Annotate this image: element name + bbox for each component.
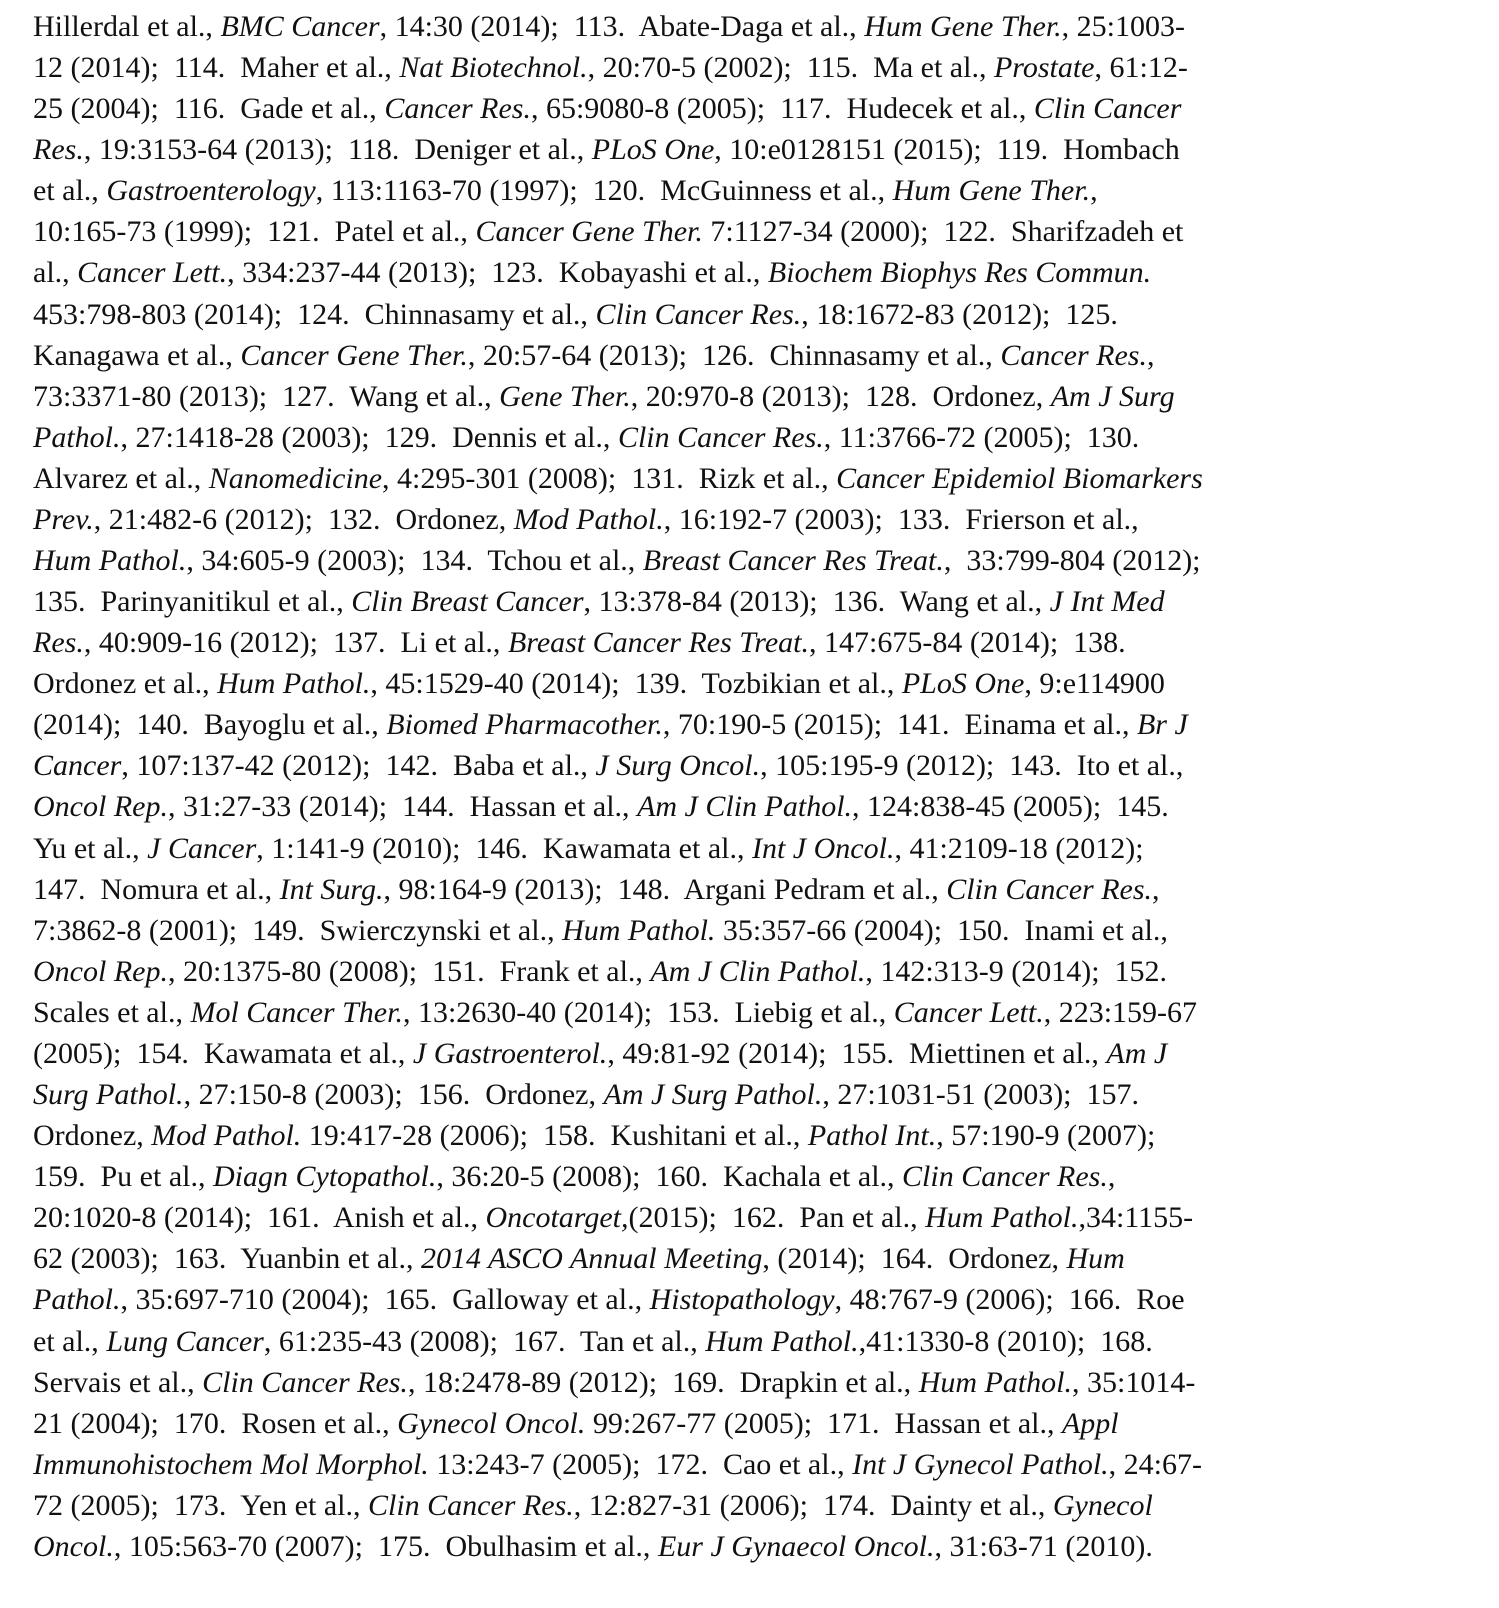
journal-title: Clin Cancer <box>1034 92 1182 125</box>
reference-text-line <box>33 992 1483 1033</box>
journal-title: Pathol. <box>33 1283 121 1316</box>
journal-title: Hum Pathol. <box>705 1325 858 1358</box>
citation-text: et al., <box>33 1325 106 1358</box>
reference-text-line <box>33 47 1483 88</box>
reference-text-line <box>33 1279 1483 1320</box>
journal-title: Biochem Biophys Res Commun. <box>768 256 1151 289</box>
citation-text: , 105:195-9 (2012); 143. Ito et al., <box>760 749 1183 782</box>
journal-title: J Gastroenterol. <box>413 1037 607 1070</box>
reference-text-line <box>33 869 1483 910</box>
citation-text: , 13:2630-40 (2014); 153. Liebig et al., <box>403 996 894 1029</box>
citation-text: 20:1020-8 (2014); 161. Anish et al., <box>33 1201 485 1234</box>
journal-title: Int J Gynecol Pathol. <box>852 1448 1109 1481</box>
reference-text-line <box>33 1362 1483 1403</box>
reference-text-line <box>33 951 1483 992</box>
citation-text: 13:243-7 (2005); 172. Cao et al., <box>429 1448 852 1481</box>
citation-text: Yu et al., <box>33 832 147 865</box>
journal-title: Clin Cancer Res. <box>368 1489 574 1522</box>
citation-text: , 61:12- <box>1095 51 1188 84</box>
citation-text: , 25:1003- <box>1062 10 1185 43</box>
citation-text: , 124:838-45 (2005); 145. <box>852 790 1169 823</box>
journal-title: Clin Cancer Res. <box>946 873 1152 906</box>
citation-text: al., <box>33 256 77 289</box>
citation-text: , 31:63-71 (2010). <box>935 1530 1153 1563</box>
citation-text: , 70:190-5 (2015); 141. Einama et al., <box>663 708 1137 741</box>
journal-title: Gynecol Oncol. <box>397 1407 585 1440</box>
citation-text: , 20:970-8 (2013); 128. Ordonez, <box>631 380 1051 413</box>
citation-text: , 34:605-9 (2003); 134. Tchou et al., <box>186 544 642 577</box>
journal-title: Int Surg. <box>280 873 384 906</box>
citation-text: Hillerdal et al., <box>33 10 220 43</box>
journal-title: Oncol Rep. <box>33 955 168 988</box>
citation-text: , 147:675-84 (2014); 138. <box>809 626 1126 659</box>
citation-text: 7:3862-8 (2001); 149. Swierczynski et al., <box>33 914 562 947</box>
citation-text: 72 (2005); 173. Yen et al., <box>33 1489 368 1522</box>
journal-title: Appl <box>1062 1407 1119 1440</box>
citation-text: , 49:81-92 (2014); 155. Miettinen et al., <box>607 1037 1106 1070</box>
citation-text: , 107:137-42 (2012); 142. Baba et al., <box>121 749 595 782</box>
citation-text: 99:267-77 (2005); 171. Hassan et al., <box>585 1407 1062 1440</box>
journal-title: Cancer Epidemiol Biomarkers <box>836 462 1203 495</box>
citation-text: , 18:1672-83 (2012); 125. <box>801 298 1118 331</box>
citation-text: , 223:159-67 <box>1044 996 1197 1029</box>
reference-text-line <box>33 1403 1483 1444</box>
reference-text-line <box>33 499 1483 540</box>
citation-text: , 40:909-16 (2012); 137. Li et al., <box>84 626 508 659</box>
reference-text-line <box>33 211 1483 252</box>
journal-title: Breast Cancer Res Treat. <box>508 626 809 659</box>
journal-title: Hum Pathol. <box>925 1201 1078 1234</box>
journal-title: Clin Cancer Res. <box>902 1160 1108 1193</box>
reference-text-line <box>33 1526 1483 1567</box>
journal-title: Pathol Int. <box>808 1119 936 1152</box>
citation-text: , 12:827-31 (2006); 174. Dainty et al., <box>574 1489 1053 1522</box>
journal-title: Hum Pathol. <box>217 667 370 700</box>
journal-title: Oncol Rep. <box>33 790 168 823</box>
journal-title: Prev. <box>33 503 94 536</box>
journal-title: Hum Pathol. <box>33 544 186 577</box>
citation-text: 7:1127-34 (2000); 122. Sharifzadeh et <box>703 215 1183 248</box>
citation-text: , 24:67- <box>1109 1448 1202 1481</box>
citation-text: , 334:237-44 (2013); 123. Kobayashi et al., <box>227 256 768 289</box>
citation-text: , 113:1163-70 (1997); 120. McGuinness et al., <box>316 174 893 207</box>
citation-text: (2014); 140. Bayoglu et al., <box>33 708 386 741</box>
journal-title: Mod Pathol. <box>151 1119 301 1152</box>
citation-text: Kanagawa et al., <box>33 339 240 372</box>
journal-title: Hum Pathol. <box>919 1366 1072 1399</box>
journal-title: Hum Pathol. <box>562 914 715 947</box>
reference-text-line <box>33 1033 1483 1074</box>
journal-title: Gynecol <box>1053 1489 1153 1522</box>
journal-title: 2014 ASCO Annual Meeting <box>421 1242 762 1275</box>
citation-text: , 45:1529-40 (2014); 139. Tozbikian et al., <box>370 667 901 700</box>
journal-title: Int J Oncol. <box>752 832 894 865</box>
reference-text-line <box>33 663 1483 704</box>
citation-text: , 61:235-43 (2008); 167. Tan et al., <box>264 1325 705 1358</box>
reference-text-line <box>33 1485 1483 1526</box>
journal-title: Cancer <box>33 749 121 782</box>
citation-text: , <box>1108 1160 1116 1193</box>
reference-text-line <box>33 540 1483 581</box>
reference-text-line <box>33 294 1483 335</box>
citation-text: , 27:1031-51 (2003); 157. <box>822 1078 1139 1111</box>
citation-text: , 19:3153-64 (2013); 118. Deniger et al., <box>84 133 592 166</box>
reference-text-line <box>33 376 1483 417</box>
citation-text: , 36:20-5 (2008); 160. Kachala et al., <box>436 1160 902 1193</box>
reference-text-line <box>33 1156 1483 1197</box>
citation-text: , 35:697-710 (2004); 165. Galloway et al., <box>121 1283 650 1316</box>
citation-text: , 20:57-64 (2013); 126. Chinnasamy et al., <box>468 339 1000 372</box>
journal-title: Hum Gene Ther. <box>864 10 1061 43</box>
journal-title: Biomed Pharmacother. <box>386 708 663 741</box>
citation-text: ,34:1155- <box>1078 1201 1193 1234</box>
citation-text: 35:357-66 (2004); 150. Inami et al., <box>715 914 1167 947</box>
citation-text: , 4:295-301 (2008); 131. Rizk et al., <box>382 462 836 495</box>
journal-title: Hum Gene Ther. <box>893 174 1090 207</box>
journal-title: Cancer Gene Ther. <box>475 215 702 248</box>
citation-text: , 48:767-9 (2006); 166. Roe <box>835 1283 1185 1316</box>
journal-title: Oncol. <box>33 1530 114 1563</box>
citation-text: 19:417-28 (2006); 158. Kushitani et al., <box>301 1119 808 1152</box>
reference-text-line <box>33 622 1483 663</box>
citation-text: , <box>1152 873 1160 906</box>
reference-text-line <box>33 1197 1483 1238</box>
citation-text: et al., <box>33 174 106 207</box>
citation-text: , 33:799-804 (2012); <box>944 544 1201 577</box>
citation-text: (2015); 162. Pan et al., <box>629 1201 926 1234</box>
citation-text: 147. Nomura et al., <box>33 873 280 906</box>
journal-title: Clin Cancer Res. <box>202 1366 408 1399</box>
journal-title: Cancer Res. <box>384 92 531 125</box>
journal-title: Am J Clin Pathol. <box>637 790 852 823</box>
journal-title: Gene Ther. <box>499 380 631 413</box>
reference-text-line <box>33 417 1483 458</box>
citation-text: ,41:1330-8 (2010); 168. <box>859 1325 1153 1358</box>
journal-title: Cancer Lett. <box>77 256 227 289</box>
journal-title: Br J <box>1137 708 1188 741</box>
reference-text-line <box>33 129 1483 170</box>
reference-text-line <box>33 1444 1483 1485</box>
journal-title: Clin Breast Cancer <box>351 585 583 618</box>
citation-text: , <box>1147 339 1155 372</box>
journal-title: J Cancer <box>147 832 256 865</box>
citation-text: , 21:482-6 (2012); 132. Ordonez, <box>94 503 514 536</box>
citation-text: , 9:e114900 <box>1024 667 1165 700</box>
citation-text: , 1:141-9 (2010); 146. Kawamata et al., <box>256 832 752 865</box>
reference-text-line <box>33 581 1483 622</box>
journal-title: Lung Cancer <box>106 1325 264 1358</box>
journal-title: Mod Pathol. <box>514 503 664 536</box>
citation-text: Scales et al., <box>33 996 190 1029</box>
journal-title: Prostate <box>994 51 1095 84</box>
reference-text-line <box>33 335 1483 376</box>
citation-text: , 105:563-70 (2007); 175. Obulhasim et al., <box>114 1530 658 1563</box>
citation-text: Servais et al., <box>33 1366 202 1399</box>
reference-text-line <box>33 1074 1483 1115</box>
journal-title: Nat Biotechnol. <box>399 51 587 84</box>
reference-text-line <box>33 910 1483 951</box>
reference-text-line <box>33 88 1483 129</box>
journal-title: Surg Pathol. <box>33 1078 184 1111</box>
citation-text: , 57:190-9 (2007); <box>936 1119 1155 1152</box>
citation-text: , 18:2478-89 (2012); 169. Drapkin et al., <box>408 1366 919 1399</box>
citation-text: 73:3371-80 (2013); 127. Wang et al., <box>33 380 499 413</box>
reference-text-line <box>33 458 1483 499</box>
journal-title: J Int Med <box>1050 585 1165 618</box>
citation-text: , 31:27-33 (2014); 144. Hassan et al., <box>168 790 637 823</box>
citation-text: 10:165-73 (1999); 121. Patel et al., <box>33 215 475 248</box>
journal-title: Mol Cancer Ther. <box>190 996 403 1029</box>
journal-title: Pathol. <box>33 421 121 454</box>
journal-title: Am J Clin Pathol. <box>650 955 865 988</box>
journal-title: PLoS One <box>592 133 715 166</box>
journal-title: Nanomedicine <box>209 462 382 495</box>
journal-title: Res. <box>33 626 84 659</box>
reference-text-line <box>33 704 1483 745</box>
citation-text: , 35:1014- <box>1072 1366 1195 1399</box>
journal-title: PLoS One <box>902 667 1025 700</box>
journal-title: Res. <box>33 133 84 166</box>
citation-text: Alvarez et al., <box>33 462 209 495</box>
journal-title: Am J Surg <box>1051 380 1175 413</box>
journal-title: J Surg Oncol. <box>595 749 760 782</box>
citation-text: , 41:2109-18 (2012); <box>894 832 1143 865</box>
citation-text: (2005); 154. Kawamata et al., <box>33 1037 413 1070</box>
citation-text: 25 (2004); 116. Gade et al., <box>33 92 384 125</box>
citation-text: , 142:313-9 (2014); 152. <box>865 955 1167 988</box>
reference-text-line <box>33 1321 1483 1362</box>
journal-title: Eur J Gynaecol Oncol. <box>658 1530 935 1563</box>
journal-title: Histopathology <box>650 1283 835 1316</box>
reference-list <box>33 6 1483 1567</box>
reference-text-line <box>33 6 1483 47</box>
citation-text: 62 (2003); 163. Yuanbin et al., <box>33 1242 421 1275</box>
journal-title: Gastroenterology <box>106 174 315 207</box>
journal-title: Diagn Cytopathol. <box>213 1160 436 1193</box>
journal-title: Cancer Lett. <box>894 996 1044 1029</box>
reference-text-line <box>33 786 1483 827</box>
citation-text: , (2014); 164. Ordonez, <box>762 1242 1066 1275</box>
citation-text: , 14:30 (2014); 113. Abate-Daga et al., <box>380 10 865 43</box>
citation-text: , 27:1418-28 (2003); 129. Dennis et al., <box>121 421 618 454</box>
journal-title: Breast Cancer Res Treat. <box>643 544 944 577</box>
citation-text: , 11:3766-72 (2005); 130. <box>824 421 1140 454</box>
journal-title: Cancer Res. <box>1000 339 1147 372</box>
citation-text: , 20:70-5 (2002); 115. Ma et al., <box>588 51 994 84</box>
reference-text-line <box>33 252 1483 293</box>
reference-text-line <box>33 828 1483 869</box>
reference-text-line <box>33 1238 1483 1279</box>
citation-text: , 65:9080-8 (2005); 117. Hudecek et al., <box>531 92 1034 125</box>
citation-text: , 16:192-7 (2003); 133. Frierson et al., <box>664 503 1139 536</box>
citation-text: 135. Parinyanitikul et al., <box>33 585 351 618</box>
citation-text: 453:798-803 (2014); 124. Chinnasamy et al., <box>33 298 595 331</box>
journal-title: Clin Cancer Res. <box>618 421 824 454</box>
citation-text: Ordonez et al., <box>33 667 217 700</box>
journal-title: Clin Cancer Res. <box>595 298 801 331</box>
citation-text: Ordonez, <box>33 1119 151 1152</box>
citation-text: , 27:150-8 (2003); 156. Ordonez, <box>184 1078 604 1111</box>
citation-text: 159. Pu et al., <box>33 1160 213 1193</box>
journal-title: Hum <box>1066 1242 1124 1275</box>
citation-text: , 98:164-9 (2013); 148. Argani Pedram et al., <box>384 873 947 906</box>
citation-text: , 13:378-84 (2013); 136. Wang et al., <box>584 585 1050 618</box>
citation-text: , 20:1375-80 (2008); 151. Frank et al., <box>168 955 650 988</box>
reference-text-line <box>33 1115 1483 1156</box>
journal-title: BMC Cancer <box>220 10 379 43</box>
journal-title: Cancer Gene Ther. <box>240 339 467 372</box>
journal-title: Am J Surg Pathol. <box>604 1078 823 1111</box>
journal-title: Am J <box>1106 1037 1167 1070</box>
reference-text-line <box>33 745 1483 786</box>
journal-title: Immunohistochem Mol Morphol. <box>33 1448 429 1481</box>
citation-text: 12 (2014); 114. Maher et al., <box>33 51 399 84</box>
citation-text: 21 (2004); 170. Rosen et al., <box>33 1407 397 1440</box>
journal-title: Oncotarget, <box>485 1201 628 1234</box>
citation-text: , <box>1090 174 1098 207</box>
reference-text-line <box>33 170 1483 211</box>
citation-text: , 10:e0128151 (2015); 119. Hombach <box>714 133 1179 166</box>
